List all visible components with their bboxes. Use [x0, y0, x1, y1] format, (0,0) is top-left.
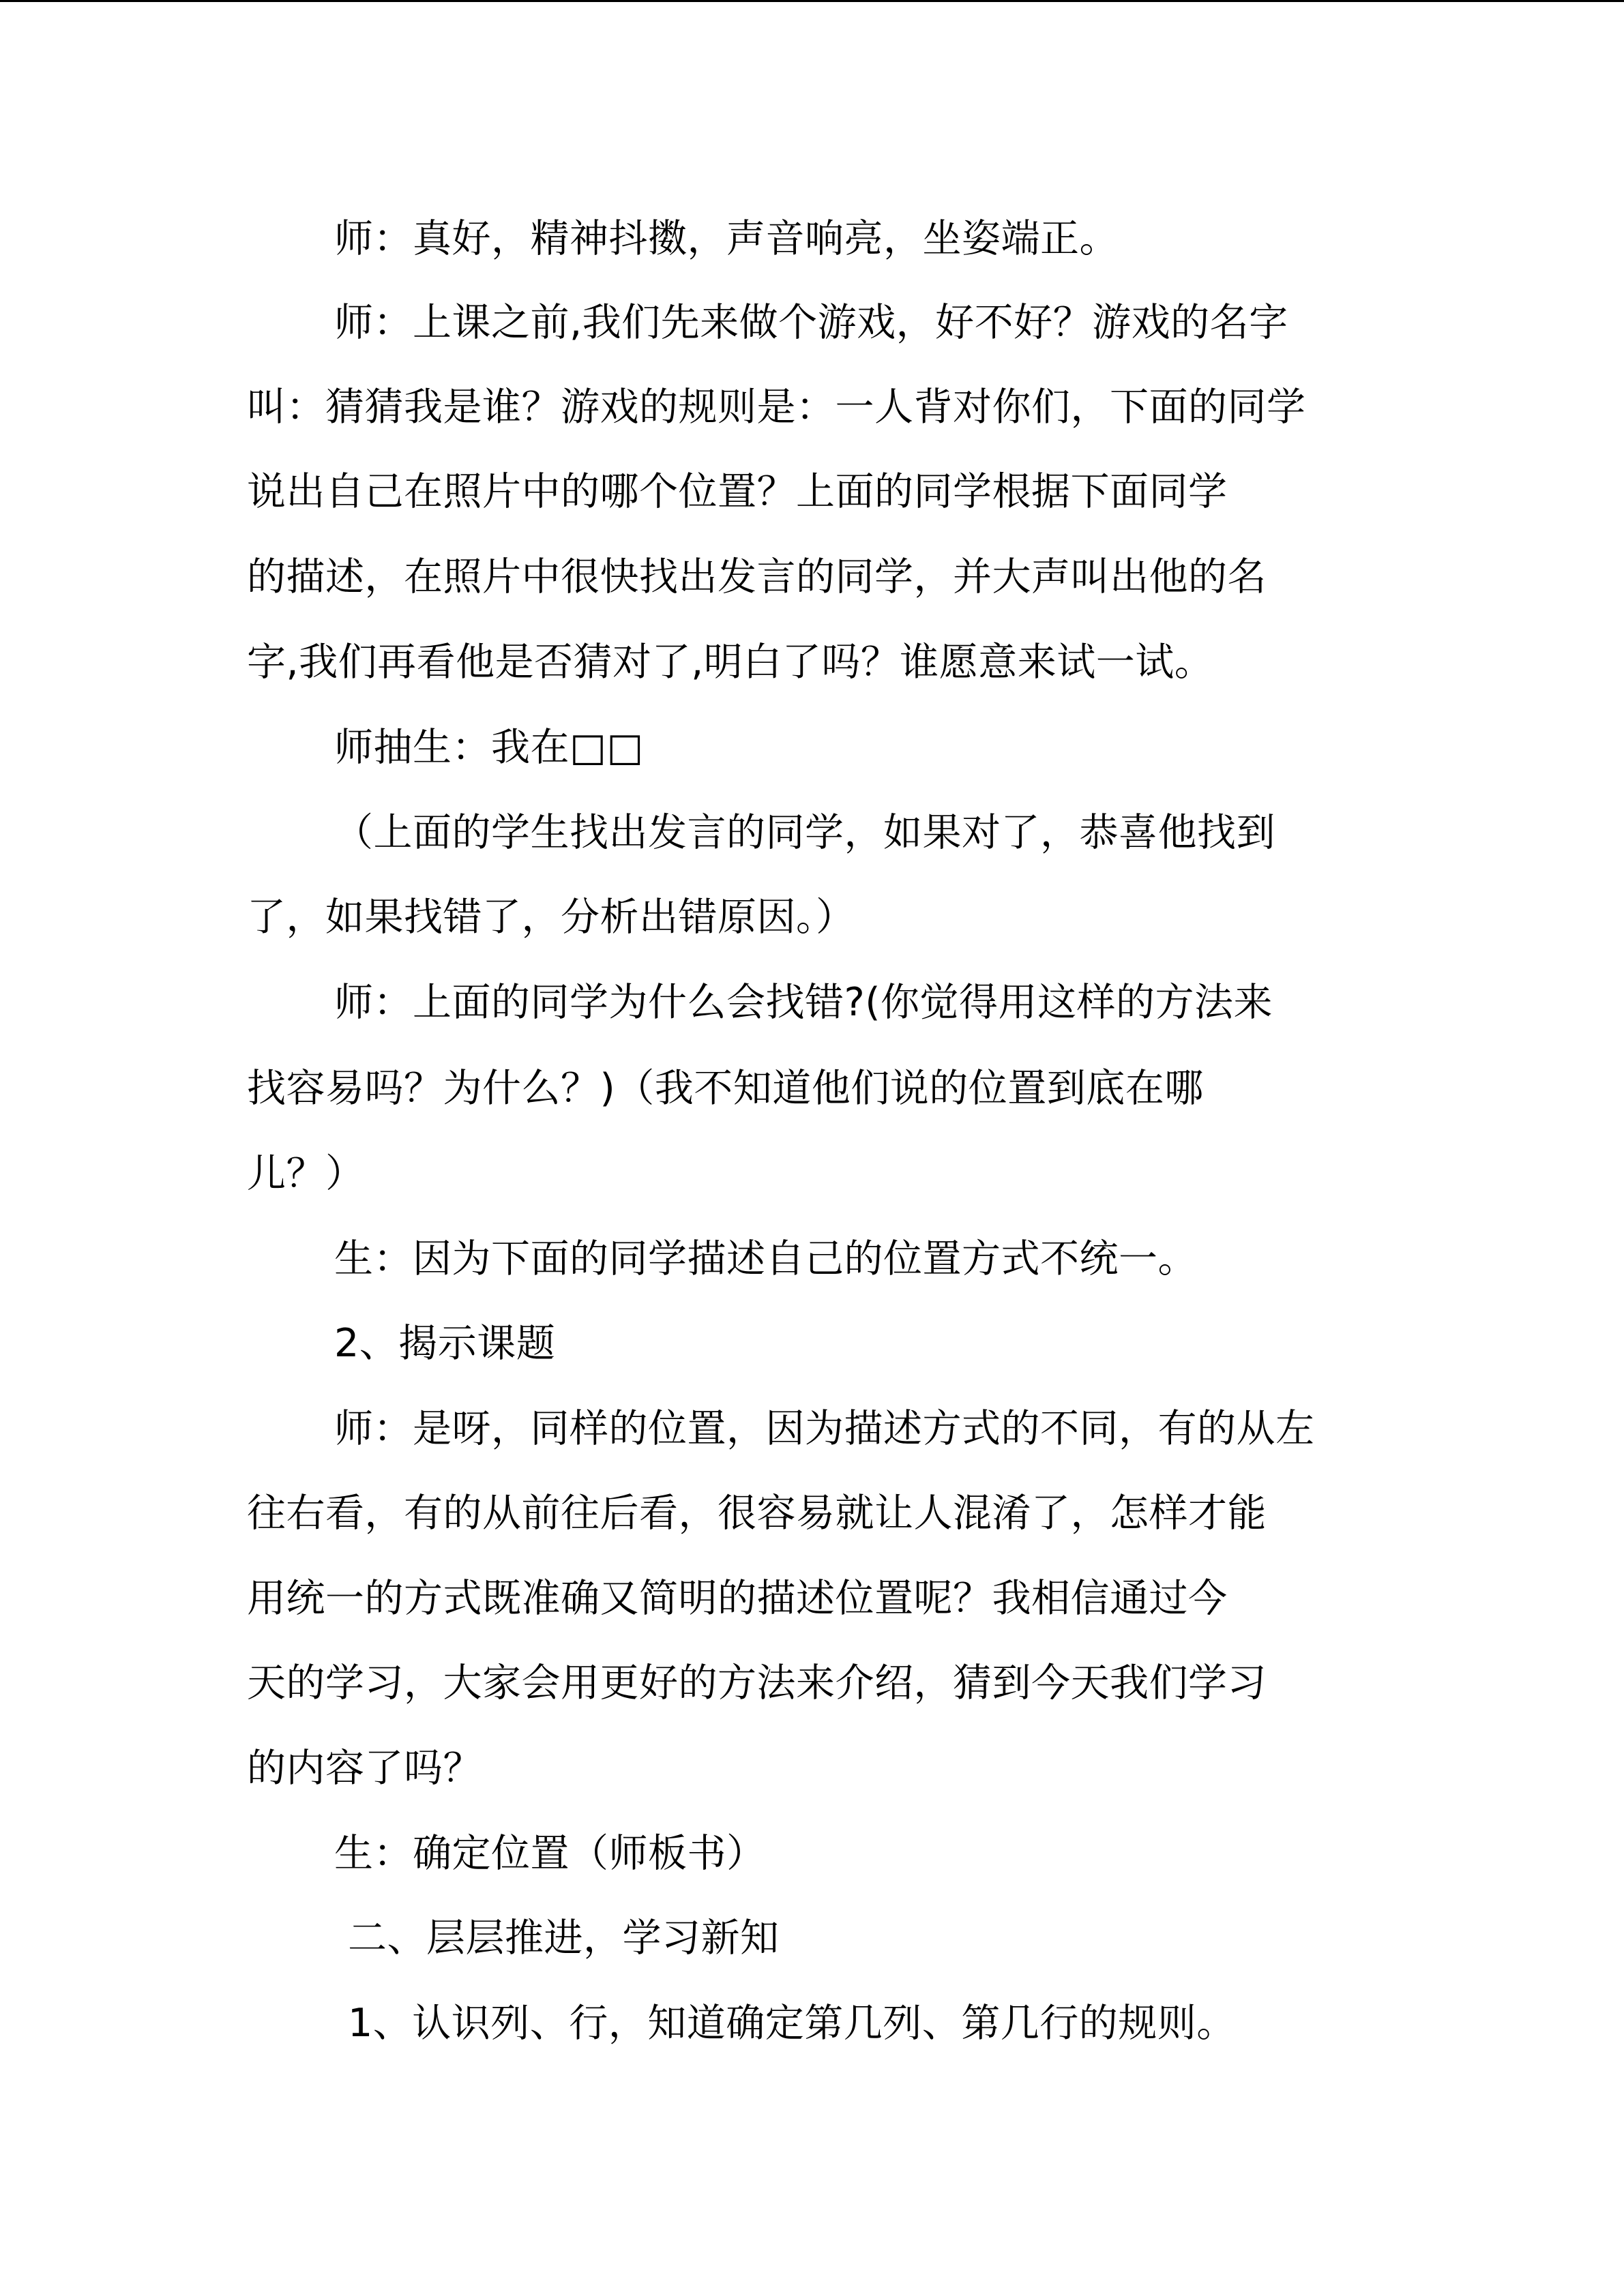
paragraph-line: 说出自己在照片中的哪个位置？上面的同学根据下面同学 [247, 469, 1228, 514]
paragraph-line: 儿？） [247, 1151, 365, 1196]
paragraph-line: 师：真好，精神抖擞，声音响亮，坐姿端正。 [334, 216, 1119, 261]
paragraph-line: （上面的学生找出发言的同学，如果对了，恭喜他找到 [334, 810, 1275, 855]
section-heading: 1、认识列、行，知道确定第几列、第几行的规则。 [348, 2001, 1236, 2046]
paragraph-line: 的描述，在照片中很快找出发言的同学，并大声叫出他的名 [247, 554, 1267, 599]
paragraph-line: 了，如果找错了，分析出错原因。） [247, 895, 855, 940]
paragraph-line: 的内容了吗？ [247, 1746, 482, 1791]
paragraph-line: 找容易吗？为什么？)（我不知道他们说的位置到底在哪 [247, 1066, 1204, 1111]
paragraph-line: 叫：猜猜我是谁？游戏的规则是：一人背对你们，下面的同学 [247, 385, 1306, 430]
section-heading: 2、揭示课题 [334, 1321, 556, 1366]
section-heading: 二、层层推进，学习新知 [348, 1915, 780, 1960]
paragraph-line: 师抽生：我在□□ [334, 725, 644, 770]
paragraph-line: 生：因为下面的同学描述自己的位置方式不统一。 [334, 1236, 1197, 1281]
paragraph-line: 师：上面的同学为什么会找错?(你觉得用这样的方法来 [334, 980, 1273, 1025]
page-top-border [0, 0, 1624, 2]
paragraph-line: 师：上课之前,我们先来做个游戏，好不好？游戏的名字 [334, 300, 1288, 345]
paragraph-line: 师：是呀，同样的位置，因为描述方式的不同，有的从左 [334, 1406, 1315, 1451]
paragraph-line: 天的学习，大家会用更好的方法来介绍，猜到今天我们学习 [247, 1660, 1267, 1705]
paragraph-line: 字,我们再看他是否猜对了,明白了吗？谁愿意来试一试。 [247, 640, 1214, 685]
paragraph-line: 往右看，有的从前往后看，很容易就让人混淆了，怎样才能 [247, 1491, 1267, 1536]
paragraph-line: 生：确定位置（师板书） [334, 1831, 766, 1876]
paragraph-line: 用统一的方式既准确又简明的描述位置呢？我相信通过今 [247, 1576, 1228, 1621]
